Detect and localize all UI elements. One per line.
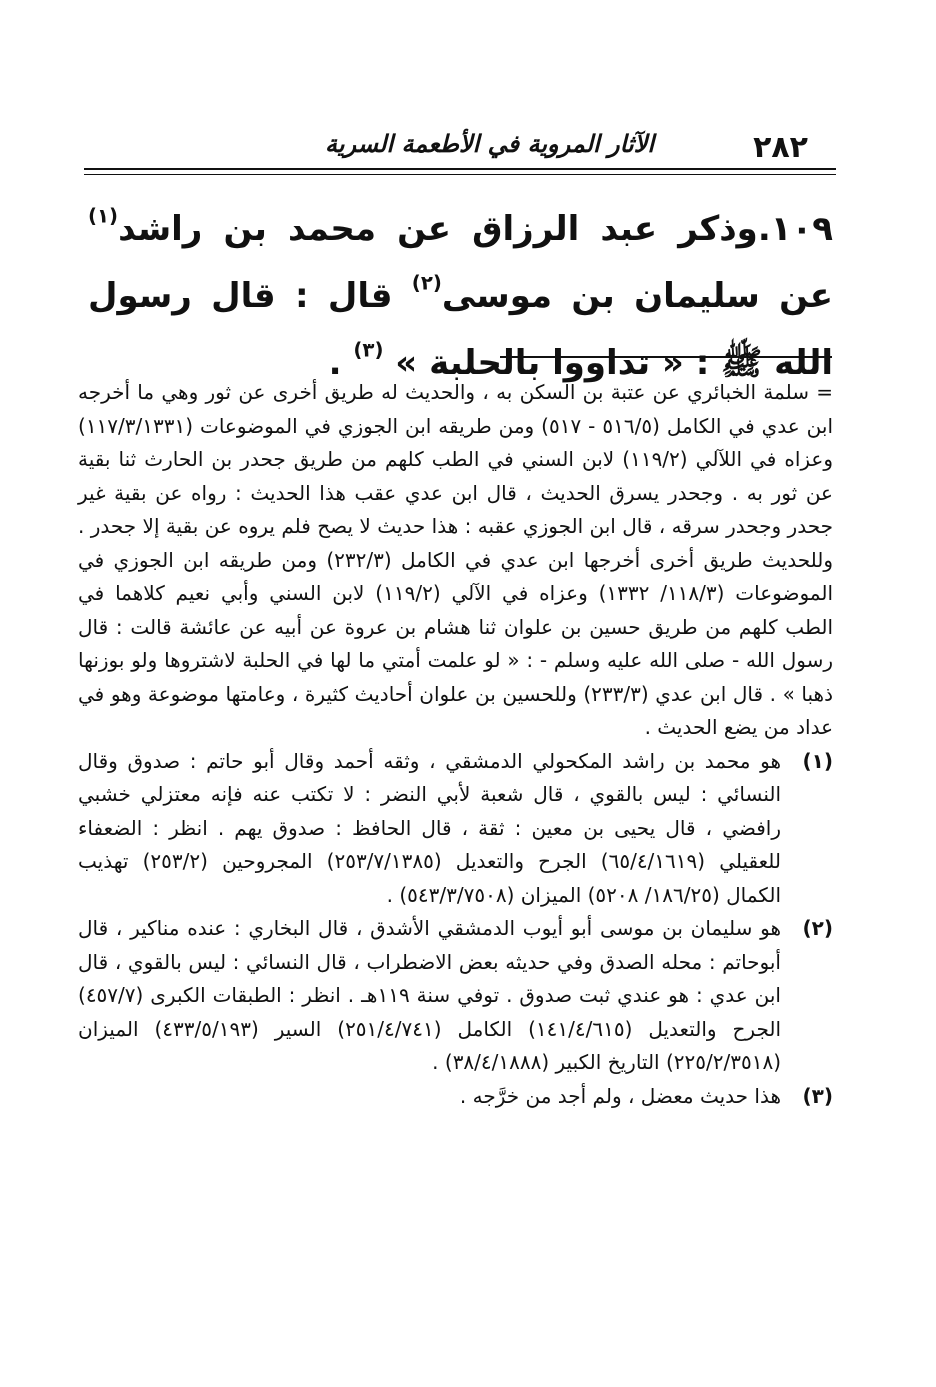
footnote-separator-rule [500,356,832,358]
footnote-1-text: هو محمد بن راشد المكحولي الدمشقي ، وثقه أحمد وقال أبو حاتم : صدوق وقال النسائي : ليس بالقوي ، قال شعبة لأبي النضر : لا تكتب عنه فإنه معتزلي خشبي رافضي ، قال يحيى بن معين : ثقة ، قال الحافظ : صدوق يهم . انظر : الضعفاء للعقيلي (٦٥/٤/١٦١٩) الجرح والتعديل (٢٥٣/٧/١٣٨٥) المجروحين (٢٥٣/٢) تهذيب الكمال (١٨٦/٢٥/ ٥٢٠٨) الميزان (٥٤٣/٣/٧٥٠٨) . [78,748,782,907]
book-title-running-head: الآثار المروية في الأطعمة السرية [324,129,654,158]
footnote-3-text: هذا حديث معضل ، ولم أجد من خرَّجه . [459,1083,781,1108]
footnote-3 [78,1080,833,1114]
footnote-1 [78,745,833,913]
hadith-end-mark: . [328,343,342,383]
hadith-text-part-1: وذكر عبد الرزاق عن محمد بن راشد [118,209,758,249]
footnote-ref-2: (٢) [411,271,442,295]
footnote-2 [78,912,833,1080]
hadith-number: ١٠٩. [757,209,833,249]
header-double-rule [84,168,836,175]
footnote-2-mark: (٢) [802,916,833,940]
footnote-ref-1: (١) [88,204,119,228]
footnote-1-mark: (١) [802,748,833,773]
footnote-ref-3: (٣) [353,338,384,362]
hadith-text-part-2: عن سليمان بن موسى [441,276,833,316]
footnote-2-text: هو سليمان بن موسى أبو أيوب الدمشقي الأشدق ، قال البخاري : عنده مناكير ، قال أبوحاتم : محله الصدق وفي حديثه بعض الاضطراب ، قال النسائي : ليس بالقوي ، قال ابن عدي : هو عندي ثبت صدوق . توفي سنة ١١٩هـ . انظر : الطبقات الكبرى (٤٥٧/٧) الجرح والتعديل (١٤١/٤/٦١٥) الكامل (٢٥١/٤/٧٤١) السير (٤٣٣/٥/١٩٣) الميزان (٢٢٥/٢/٣٥١٨) التاريخ الكبير (٣٨/٤/١٨٨٨) . [78,916,782,1074]
page-header [84,118,836,166]
footnote-continuation: = سلمة الخبائري عن عتبة بن السكن به ، والحديث له طريق أخرى عن ثور وهي ما أخرجه ابن عدي في الكامل (٥١٦/٥ - ٥١٧) ومن طريقه ابن الجوزي في الموضوعات (١١٧/٣/١٣٣١) وعزاه في اللآلي (١١٩/٢) لابن السني في الطب كلهم من طريق جحدر بن الحارث ثنا بقية عن ثور به . وجحدر يسرق الحديث ، قال ابن عدي عقب هذا الحديث : رواه عن بقية غير جحدر وجحدر سرقه ، قال ابن الجوزي عقبه : هذا حديث لا يصح فلم يروه عن بقية إلا جحدر . وللحديث طريق أخرى أخرجها ابن عدي في الكامل (٢٣٢/٣) ومن طريقه ابن الجوزي في الموضوعات (١١٨/٣/ ١٣٣٢) وعزاه في الآلي (١١٩/٢) لابن السني وأبي نعيم كلاهما في الطب كلهم من طريق حسين بن علوان ثنا هشام بن عروة عن أبيه عن عائشة قالت : قال رسول الله - صلى الله عليه وسلم - : « لو علمت أمتي ما لها في الحلبة لاشتروها ولو بوزنها ذهبا » . قال ابن عدي (٢٣٣/٣) وللحسين بن علوان أحاديث كثيرة ، وعامتها موضوعة وهو في عداد من يضع الحديث . [78,380,834,739]
page-number: ٢٨٢ [753,130,808,165]
footnotes-section [78,376,833,1113]
hadith-text [88,196,833,397]
hadith-text-part-3: قال : قال رسول الله ﷺ : « تداووا بالحلبة » [88,276,833,383]
footnote-3-mark: (٣) [802,1083,833,1108]
